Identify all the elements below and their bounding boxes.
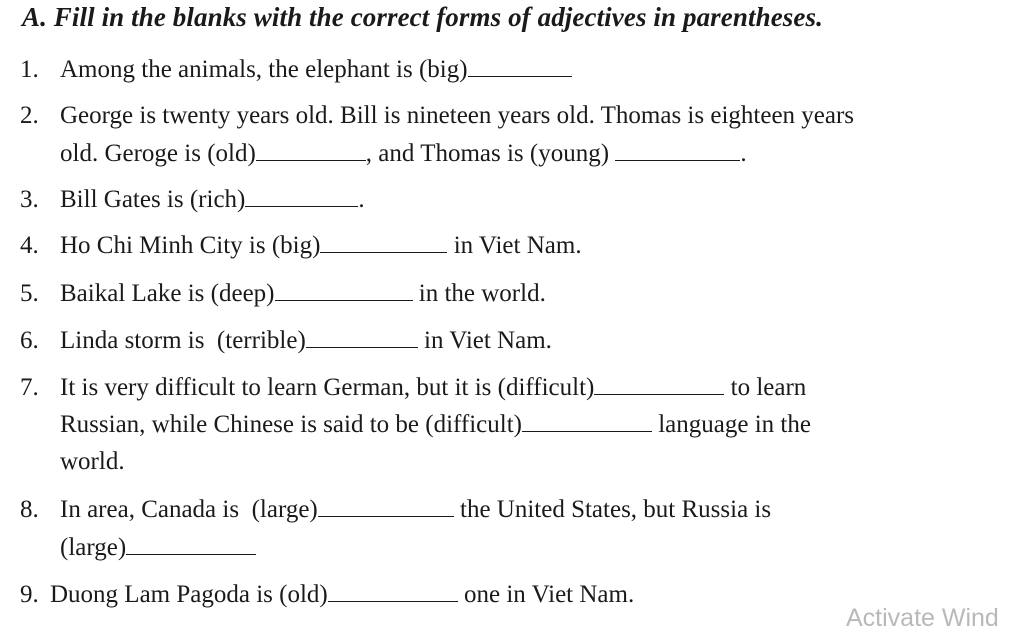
item-number-2: 2. xyxy=(20,102,39,129)
item-3-text-a: Bill Gates is (rich) xyxy=(60,186,246,213)
answer-blank[interactable] xyxy=(328,581,458,602)
answer-blank[interactable] xyxy=(522,411,652,432)
item-8-text-c: (large) xyxy=(60,534,127,561)
answer-blank[interactable] xyxy=(126,534,256,555)
item-number-6: 6. xyxy=(20,327,39,354)
answer-blank[interactable] xyxy=(594,374,724,395)
answer-blank[interactable] xyxy=(320,232,447,253)
answer-blank[interactable] xyxy=(275,280,413,301)
answer-blank[interactable] xyxy=(256,140,366,161)
item-6-line-1 xyxy=(60,326,552,356)
item-number-3: 3. xyxy=(20,186,39,213)
item-9-line-1 xyxy=(50,580,634,610)
item-4-text-b: in Viet Nam. xyxy=(447,232,582,259)
item-8-line-1 xyxy=(60,495,771,525)
item-7-text-d: language in the xyxy=(651,411,811,438)
answer-blank[interactable] xyxy=(245,186,358,207)
exercise-heading: A. Fill in the blanks with the correct forms of adjectives in parentheses. xyxy=(22,2,823,32)
item-number-1: 1. xyxy=(20,56,39,83)
item-5-line-1 xyxy=(60,279,546,309)
answer-blank[interactable] xyxy=(318,496,454,517)
item-6-text-b: in Viet Nam. xyxy=(417,327,552,354)
item-9-text-b: one in Viet Nam. xyxy=(457,581,635,608)
activate-windows-watermark: Activate Wind xyxy=(846,604,999,632)
item-9-text-a: Duong Lam Pagoda is (old) xyxy=(50,581,328,608)
answer-blank[interactable] xyxy=(468,56,572,77)
item-5-text-a: Baikal Lake is (deep) xyxy=(60,280,275,307)
item-4-line-1 xyxy=(60,231,582,261)
item-8-line-2 xyxy=(60,533,256,563)
item-number-4: 4. xyxy=(20,232,39,259)
item-number-7: 7. xyxy=(20,374,39,401)
item-7-text-e: world. xyxy=(60,448,125,475)
item-3-line-1 xyxy=(60,185,365,215)
item-number-9: 9. xyxy=(20,581,39,608)
item-2-line-1 xyxy=(60,101,854,131)
item-2-line-2 xyxy=(60,139,747,169)
item-2-text-c: , and Thomas is (young) xyxy=(365,140,616,167)
item-7-text-b: to learn xyxy=(724,374,807,401)
item-2-text-b: old. Geroge is (old) xyxy=(60,140,256,167)
item-7-line-3 xyxy=(60,447,125,477)
item-7-line-2 xyxy=(60,410,811,440)
answer-blank[interactable] xyxy=(306,327,418,348)
item-5-text-b: in the world. xyxy=(412,280,546,307)
item-2-text-a: George is twenty years old. Bill is nineteen years old. Thomas is eighteen years xyxy=(60,102,855,129)
answer-blank[interactable] xyxy=(615,140,740,161)
item-1-text-a: Among the animals, the elephant is (big) xyxy=(60,56,468,83)
item-1-line-1 xyxy=(60,55,572,85)
item-number-5: 5. xyxy=(20,280,39,307)
item-number-8: 8. xyxy=(20,496,39,523)
item-7-text-a: It is very difficult to learn German, but it is (difficult) xyxy=(60,374,595,401)
item-7-line-1 xyxy=(60,373,806,403)
item-6-text-a: Linda storm is (terrible) xyxy=(60,327,306,354)
item-3-text-b: . xyxy=(358,186,365,213)
item-8-text-b: the United States, but Russia is xyxy=(453,496,772,523)
item-2-text-d: . xyxy=(740,140,747,167)
item-8-text-a: In area, Canada is (large) xyxy=(60,496,318,523)
item-7-text-c: Russian, while Chinese is said to be (difficult) xyxy=(60,411,522,438)
item-4-text-a: Ho Chi Minh City is (big) xyxy=(60,232,321,259)
